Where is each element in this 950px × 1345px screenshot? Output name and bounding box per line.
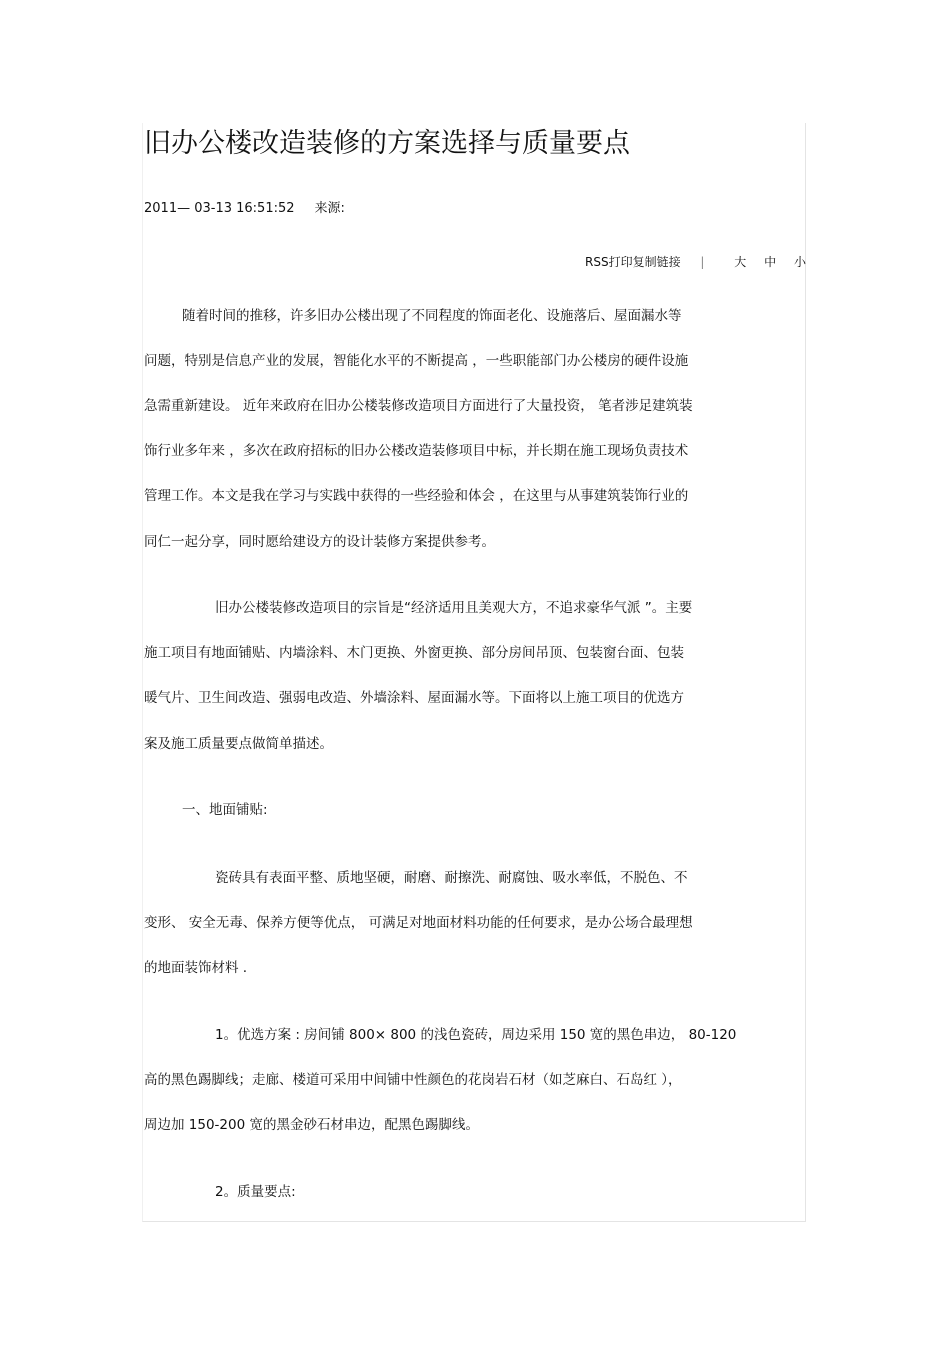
body-line: 1。优选方案 : 房间铺 800× 800 的浅色瓷砖，周边采用 150 宽的黑色串边， 80-120 xyxy=(215,1027,737,1043)
rss-link[interactable]: RSS xyxy=(584,255,609,269)
body-line: 旧办公楼装修改造项目的宗旨是“经济适用且美观大方，不追求豪华气派 ”。主要 xyxy=(215,600,693,616)
body-line: 问题，特别是信息产业的发展，智能化水平的不断提高 ，一些职能部门办公楼房的硬件设施 xyxy=(144,353,689,369)
article-meta xyxy=(144,199,345,219)
body-line: 随着时间的推移，许多旧办公楼出现了不同程度的饰面老化、设施落后、屋面漏水等 xyxy=(182,308,682,324)
body-line: 变形、 安全无毒、保养方便等优点， 可满足对地面材料功能的任何要求，是办公场合最理想 xyxy=(144,915,693,931)
subsection-heading: 2。质量要点: xyxy=(215,1184,296,1200)
source-label: 来源: xyxy=(314,201,345,216)
body-line: 案及施工质量要点做简单描述。 xyxy=(144,736,333,752)
body-line: 饰行业多年来 ，多次在政府招标的旧办公楼改造装修项目中标，并长期在施工现场负责技术 xyxy=(144,443,689,459)
toolbar-separator: | xyxy=(700,255,705,269)
section-heading: 一、地面铺贴: xyxy=(182,802,268,818)
article-title: 旧办公楼改造装修的方案选择与质量要点 xyxy=(144,128,630,159)
body-line: 管理工作。本文是我在学习与实践中获得的一些经验和体会 ，在这里与从事建筑装饰行业的 xyxy=(144,488,689,504)
article-toolbar xyxy=(585,252,806,272)
body-line: 暖气片、卫生间改造、强弱电改造、外墙涂料、屋面漏水等。下面将以上施工项目的优选方 xyxy=(144,690,684,706)
body-line: 瓷砖具有表面平整、质地坚硬，耐磨、耐擦洗、耐腐蚀、吸水率低，不脱色、不 xyxy=(215,870,688,886)
publish-datetime: 2011— 03-13 16:51:52 xyxy=(144,201,295,216)
font-size-small-button[interactable]: 小 xyxy=(793,255,806,269)
article-frame xyxy=(142,123,806,1222)
print-link[interactable]: 打印 xyxy=(608,255,633,269)
body-line: 急需重新建设。 近年来政府在旧办公楼装修改造项目方面进行了大量投资， 笔者涉足建筑装 xyxy=(144,398,693,414)
body-line: 施工项目有地面铺贴、内墙涂料、木门更换、外窗更换、部分房间吊顶、包装窗台面、包装 xyxy=(144,645,684,661)
body-line: 的地面装饰材料 . xyxy=(144,960,248,976)
body-line: 同仁一起分享，同时愿给建设方的设计装修方案提供参考。 xyxy=(144,534,495,550)
body-line: 周边加 150-200 宽的黑金砂石材串边，配黑色踢脚线。 xyxy=(144,1117,479,1133)
copy-link[interactable]: 复制链接 xyxy=(632,255,681,269)
font-size-medium-button[interactable]: 中 xyxy=(764,255,777,269)
body-line: 高的黑色踢脚线；走廊、楼道可采用中间铺中性颜色的花岗岩石材（如芝麻白、石岛红 ）， xyxy=(144,1072,682,1088)
font-size-large-button[interactable]: 大 xyxy=(734,255,747,269)
